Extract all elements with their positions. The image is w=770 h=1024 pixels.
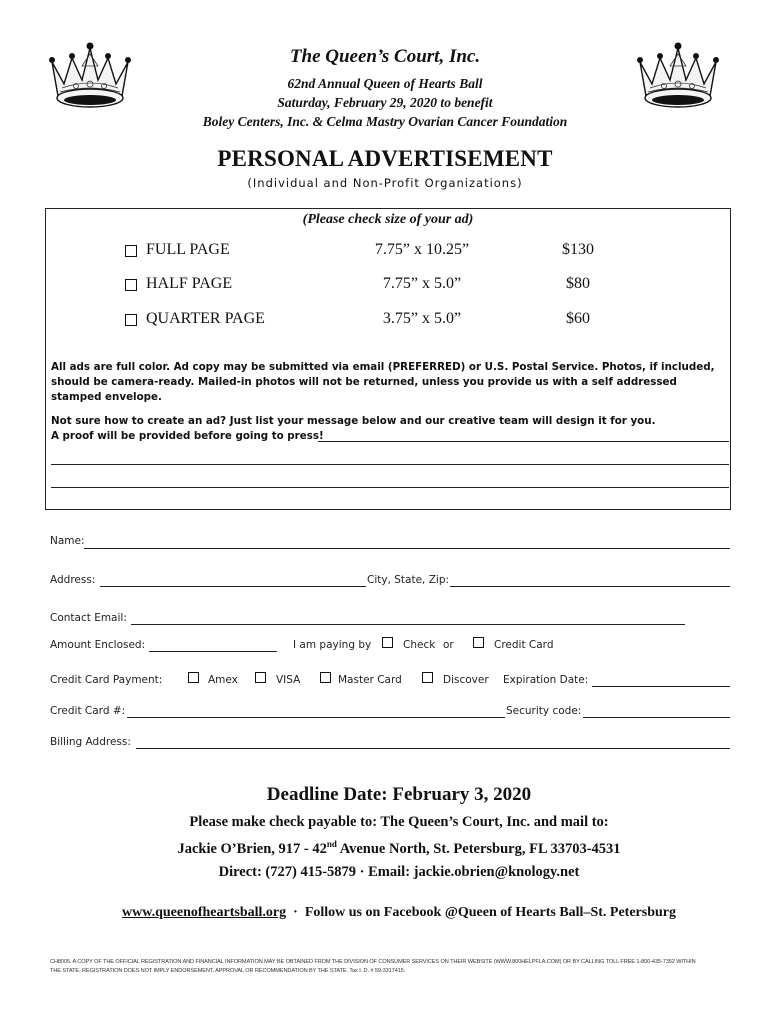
page-title: PERSONAL ADVERTISEMENT (217, 146, 553, 171)
direct-contact: Direct: (727) 415-5879 · Email: jackie.obrien@knology.net (218, 864, 580, 880)
payable-to: Please make check payable to: The Queen’s Court, Inc. and mail to: (189, 814, 609, 830)
quarter-page-checkbox[interactable] (125, 314, 137, 326)
mailing-address (0, 839, 770, 858)
name-field[interactable] (84, 548, 730, 549)
ad-proof-text: A proof will be provided before going to press! (51, 430, 324, 442)
ad-size-instruction: (Please check size of your ad) (302, 212, 474, 227)
visa-label: VISA (276, 674, 301, 686)
discover-checkbox[interactable] (422, 672, 433, 683)
ad-option-name: QUARTER PAGE (146, 310, 265, 327)
event-line: 62nd Annual Queen of Hearts Ball (287, 76, 483, 91)
master-card-label: Master Card (338, 674, 402, 686)
credit-card-payment-label: Credit Card Payment: (50, 674, 163, 686)
ad-message-line-3[interactable] (51, 487, 729, 488)
mailing-address-suffix: nd (326, 839, 337, 849)
city-state-zip-field[interactable] (450, 586, 730, 587)
mailing-address-start: Jackie O’Brien, 917 - 42 (177, 840, 327, 857)
check-checkbox[interactable] (382, 637, 393, 648)
check-label: Check (403, 639, 436, 651)
paying-by-label: I am paying by (293, 639, 372, 651)
billing-address-label: Billing Address: (50, 736, 131, 748)
org-name: The Queen’s Court, Inc. (289, 46, 481, 67)
expiration-date-field[interactable] (592, 686, 730, 687)
ad-size-box (45, 208, 731, 510)
web-line (0, 905, 770, 921)
credit-card-number-field[interactable] (127, 717, 505, 718)
page-subtitle: (Individual and Non-Profit Organizations) (247, 176, 523, 190)
ad-option-full-page (46, 241, 730, 263)
ad-option-price: $60 (566, 310, 590, 327)
expiration-date-label: Expiration Date: (503, 674, 589, 686)
ad-message-line-2[interactable] (51, 464, 729, 465)
amount-enclosed-label: Amount Enclosed: (50, 639, 146, 651)
ad-option-name: FULL PAGE (146, 241, 230, 258)
amount-enclosed-field[interactable] (149, 651, 277, 652)
ad-help-text: Not sure how to create an ad? Just list your message below and our creative team will design it for you. (51, 415, 656, 427)
half-page-checkbox[interactable] (125, 279, 137, 291)
mailing-address-end: Avenue North, St. Petersburg, FL 33703-4531 (336, 840, 621, 857)
credit-card-checkbox[interactable] (473, 637, 484, 648)
security-code-label: Security code: (506, 705, 582, 717)
separator: · (286, 905, 305, 920)
deadline-date: Deadline Date: February 3, 2020 (266, 784, 532, 805)
discover-label: Discover (443, 674, 489, 686)
security-code-field[interactable] (583, 717, 730, 718)
amex-checkbox[interactable] (188, 672, 199, 683)
contact-email-label: Contact Email: (50, 612, 127, 624)
ad-option-name: HALF PAGE (146, 275, 233, 292)
amex-label: Amex (208, 674, 238, 686)
billing-address-field[interactable] (136, 748, 730, 749)
beneficiary-line: Boley Centers, Inc. & Celma Mastry Ovarian Cancer Foundation (202, 114, 568, 129)
ad-option-size: 7.75” x 5.0” (382, 275, 462, 292)
city-state-zip-label: City, State, Zip: (367, 574, 450, 586)
ad-option-price: $80 (566, 275, 590, 292)
or-label: or (443, 639, 454, 651)
ad-info-text: All ads are full color. Ad copy may be submitted via email (PREFERRED) or U.S. Postal Service. Photos, if included, should be camera-ready. Mailed-in photos will not be returned, unless you provide us with a self addressed stamped envelope. (51, 361, 715, 403)
name-label: Name: (50, 535, 85, 547)
ad-option-price: $130 (562, 241, 594, 258)
contact-email-field[interactable] (131, 624, 685, 625)
address-label: Address: (50, 574, 96, 586)
ad-option-half-page (46, 275, 730, 297)
ad-message-line-1[interactable] (318, 441, 729, 442)
ad-option-size: 7.75” x 10.25” (374, 241, 470, 258)
credit-card-label: Credit Card (494, 639, 554, 651)
ad-option-size: 3.75” x 5.0” (382, 310, 462, 327)
full-page-checkbox[interactable] (125, 245, 137, 257)
date-line: Saturday, February 29, 2020 to benefit (277, 95, 493, 110)
credit-card-number-label: Credit Card #: (50, 705, 126, 717)
facebook-text: Follow us on Facebook @Queen of Hearts Ball–St. Petersburg (304, 905, 676, 920)
master-card-checkbox[interactable] (320, 672, 331, 683)
address-field[interactable] (100, 586, 366, 587)
website-link[interactable]: www.queenofheartsball.org (122, 905, 287, 920)
ad-option-quarter-page (46, 310, 730, 332)
legal-disclaimer: CH8005. A COPY OF THE OFFICIAL REGISTRATION AND FINANCIAL INFORMATION MAY BE OBTAINED FROM THE DIVISION OF CONSUMER SERVICES ON THEIR WEBSITE (WWW.800HELPFLA.COM) OR BY CALLING TOLL FREE 1-800-435-7352 WITHIN THE STATE. REGISTRATION DOES NOT IMPLY ENDORSEMENT, APPROVAL OR RECOMMENDATION BY THE STATE. Tax I. D. # 59-3317415. (50, 959, 696, 974)
visa-checkbox[interactable] (255, 672, 266, 683)
